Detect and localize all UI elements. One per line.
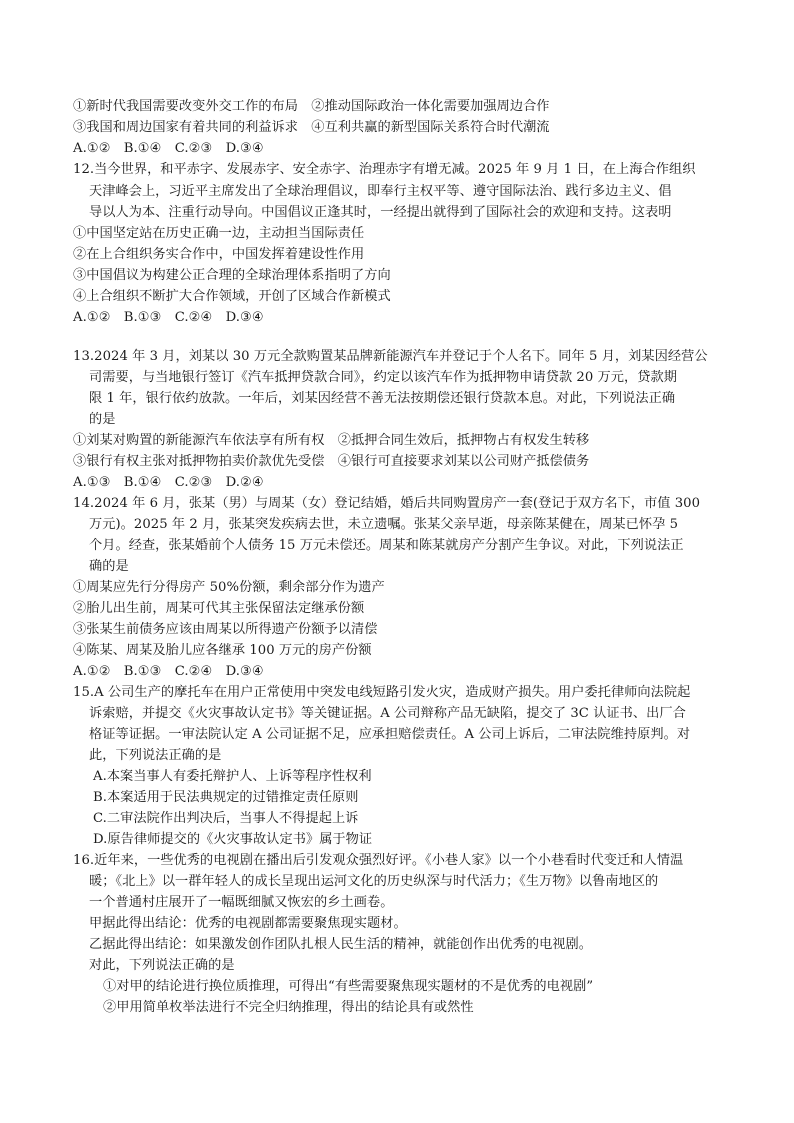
q11-option-line-1: ①新时代我国需要改变外交工作的布局 ②推动国际政治一体化需要加强周边合作	[73, 99, 550, 114]
q13-answer-choices: A.①③ B.①④ C.②③ D.②④	[73, 475, 264, 490]
q11-answer-choices: A.①② B.①④ C.②③ D.③④	[73, 141, 264, 156]
q12-stem-line-2: 天津峰会上，习近平主席发出了全球治理倡议，即奉行主权平等、遵守国际法治、践行多边主义、倡	[89, 184, 672, 199]
q15-option-b: B.本案适用于民法典规定的过错推定责任原则	[93, 790, 359, 805]
q15-option-d: D.原告律师提交的《火灾事故认定书》属于物证	[93, 832, 373, 847]
q13-option-line-1: ①刘某对购置的新能源汽车依法享有所有权 ②抵押合同生效后，抵押物占有权发生转移	[73, 433, 590, 448]
q14-stem-line-4: 确的是	[89, 559, 129, 574]
q14-stem-line-1: 14.2024 年 6 月，张某（男）与周某（女）登记结婚，婚后共同购置房产一套(登记于双方名下，市值 300	[73, 496, 701, 511]
q12-stem-line-1: 12.当今世界，和平赤字、发展赤字、安全赤字、治理赤字有增无减。2025 年 9 月 1 日，在上海合作组织	[73, 162, 696, 177]
q14-answer-choices: A.①② B.①③ C.②④ D.③④	[73, 664, 264, 679]
q16-prompt: 对此，下列说法正确的是	[89, 958, 235, 973]
q16-jia-conclusion: 甲据此得出结论：优秀的电视剧都需要聚焦现实题材。	[89, 916, 407, 931]
q13-stem-line-3: 限 1 年，银行依约放款。一年后，刘某因经营不善无法按期偿还银行贷款本息。对此，下列说法正确	[89, 391, 676, 406]
q16-option-1: ①对甲的结论进行换位质推理，可得出“有些需要聚焦现实题材的不是优秀的电视剧”	[103, 979, 594, 994]
q14-option-4: ④陈某、周某及胎儿应各继承 100 万元的房产份额	[73, 643, 372, 658]
q16-stem-line-1: 16.近年来，一些优秀的电视剧在播出后引发观众强烈好评。《小巷人家》以一个小巷看时代变迁和人情温	[73, 853, 684, 868]
q12-option-1: ①中国坚定站在历史正确一边，主动担当国际责任	[73, 226, 365, 241]
q12-stem-line-3: 导以人为本、注重行动导向。中国倡议正逢其时，一经提出就得到了国际社会的欢迎和支持。这表明	[89, 205, 672, 220]
q15-option-c: C.二审法院作出判决后，当事人不得提起上诉	[93, 811, 359, 826]
q12-answer-choices: A.①② B.①③ C.②④ D.③④	[73, 310, 264, 325]
q13-stem-line-4: 的是	[89, 412, 116, 427]
q15-stem-line-4: 此，下列说法正确的是	[89, 748, 222, 763]
q14-option-3: ③张某生前债务应该由周某以所得遗产份额予以清偿	[73, 622, 378, 637]
q12-option-2: ②在上合组织务实合作中，中国发挥着建设性作用	[73, 247, 365, 262]
q15-stem-line-2: 诉索赔，并提交《火灾事故认定书》等关键证据。A 公司辩称产品无缺陷，提交了 3C 认证书、出厂合	[89, 706, 686, 721]
q12-option-4: ④上合组织不断扩大合作领域，开创了区域合作新模式	[73, 289, 391, 304]
q14-stem-line-3: 个月。经查，张某婚前个人债务 15 万元未偿还。周某和陈某就房产分割产生争议。对此，下列说法正	[89, 538, 684, 553]
q15-option-a: A.本案当事人有委托辩护人、上诉等程序性权利	[93, 769, 372, 784]
q14-stem-line-2: 万元)。2025 年 2 月，张某突发疾病去世，未立遗嘱。张某父亲早逝，母亲陈某健在，周某已怀孕 5	[89, 517, 679, 532]
q16-stem-line-3: 一个普通村庄展开了一幅既细腻又恢宏的乡土画卷。	[89, 895, 394, 910]
q15-stem-line-1: 15.A 公司生产的摩托车在用户正常使用中突发电线短路引发火灾，造成财产损失。用户委托律师向法院起	[73, 685, 691, 700]
q11-option-line-2: ③我国和周边国家有着共同的利益诉求 ④互利共赢的新型国际关系符合时代潮流	[73, 120, 550, 135]
q16-yi-conclusion: 乙据此得出结论：如果激发创作团队扎根人民生活的精神，就能创作出优秀的电视剧。	[89, 937, 593, 952]
q13-option-line-2: ③银行有权主张对抵押物拍卖价款优先受偿 ④银行可直接要求刘某以公司财产抵偿债务	[73, 454, 590, 469]
q16-stem-line-2: 暖；《北上》以一群年轻人的成长呈现出运河文化的历史纵深与时代活力；《生万物》以鲁南地区的	[89, 874, 659, 889]
q15-stem-line-3: 格证等证据。一审法院认定 A 公司证据不足，应承担赔偿责任。A 公司上诉后，二审法院维持原判。对	[89, 727, 691, 742]
q16-option-2: ②甲用简单枚举法进行不完全归纳推理，得出的结论具有或然性	[103, 1000, 474, 1015]
q12-option-3: ③中国倡议为构建公正合理的全球治理体系指明了方向	[73, 268, 391, 283]
q13-stem-line-2: 司需要，与当地银行签订《汽车抵押贷款合同》，约定以该汽车作为抵押物申请贷款 20 万元，贷款期	[89, 370, 677, 385]
q14-option-1: ①周某应先行分得房产 50%份额，剩余部分作为遗产	[73, 580, 385, 595]
q13-stem-line-1: 13.2024 年 3 月，刘某以 30 万元全款购置某品牌新能源汽车并登记于个人名下。同年 5 月，刘某因经营公	[73, 349, 708, 364]
q14-option-2: ②胎儿出生前，周某可代其主张保留法定继承份额	[73, 601, 365, 616]
